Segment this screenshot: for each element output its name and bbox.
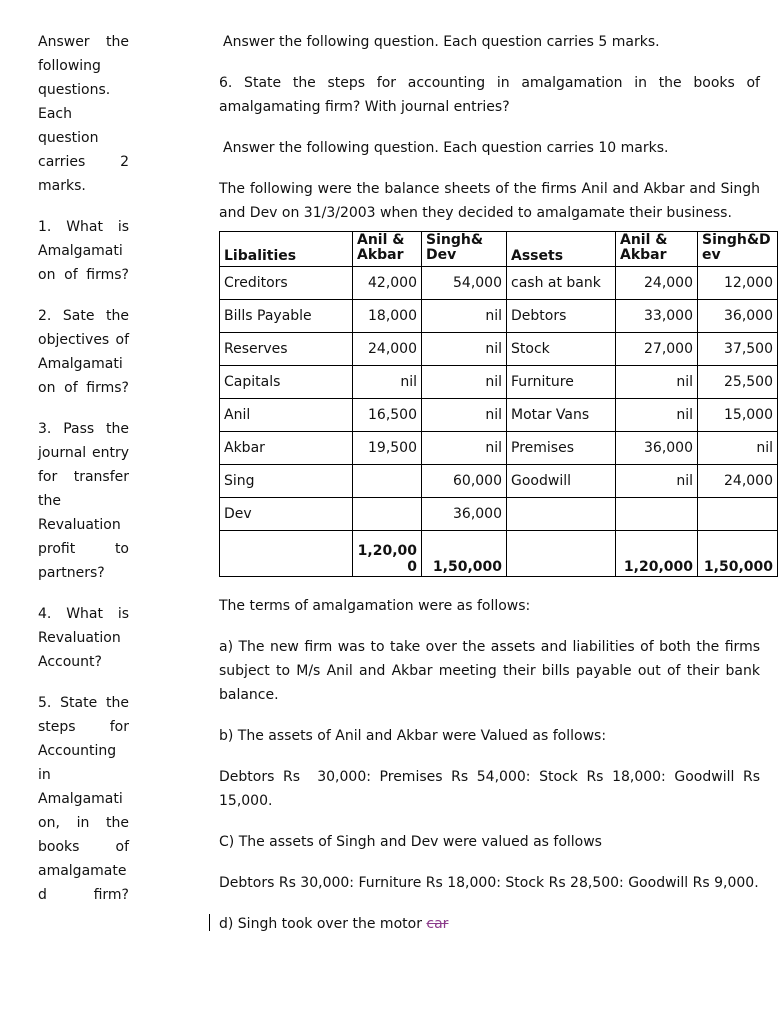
question-word: on	[38, 380, 56, 396]
question-line: Amalgamati	[38, 356, 123, 372]
table-total-row	[220, 531, 778, 577]
table-cell: nil	[422, 300, 507, 333]
table-cell	[616, 498, 698, 531]
question-word: profit	[38, 541, 76, 557]
question-word: to	[114, 541, 129, 557]
question-line	[38, 811, 129, 835]
question-line	[38, 691, 129, 715]
table-cell	[507, 498, 616, 531]
balance-sheet-intro: The following were the balance sheets of the firms Anil and Akbar and Singh and Dev on 31/3/2003 when they decided to amalgamate their business.	[219, 181, 760, 221]
table-row	[220, 366, 778, 399]
total-cell: 1,50,000	[698, 531, 778, 577]
table-cell: nil	[616, 465, 698, 498]
question-word: d	[38, 887, 47, 903]
question-line	[38, 304, 129, 328]
table-cell: Creditors	[220, 267, 353, 300]
question-word: the	[106, 815, 129, 831]
main-content	[219, 30, 779, 953]
question-word: the	[106, 308, 129, 324]
question-word: books	[38, 839, 80, 855]
question-4	[38, 602, 129, 674]
left-question-column	[38, 30, 129, 924]
term-b: b) The assets of Anil and Akbar were Valued as follows:	[219, 728, 607, 744]
table-cell: 36,000	[422, 498, 507, 531]
question-line	[38, 215, 129, 239]
table-row	[220, 333, 778, 366]
short-answer-instructions	[38, 30, 129, 198]
balance-sheet-table	[219, 231, 778, 577]
table-cell: 15,000	[698, 399, 778, 432]
header-singh-dev: Singh& Dev	[422, 232, 507, 267]
question-word: State	[60, 695, 98, 711]
question-word: is	[117, 219, 129, 235]
question-line: Account?	[38, 654, 102, 670]
question-word: in	[76, 815, 90, 831]
header-assets: Assets	[507, 232, 616, 267]
question-word: journal	[38, 445, 87, 461]
table-cell	[353, 498, 422, 531]
question-word: 4.	[38, 606, 52, 622]
question-word: 1.	[38, 219, 52, 235]
instruction-5-marks: Answer the following question. Each question carries 5 marks.	[223, 34, 660, 50]
question-line	[38, 150, 129, 174]
question-line: Accounting	[38, 743, 117, 759]
table-cell: 42,000	[353, 267, 422, 300]
term-c: C) The assets of Singh and Dev were valued as follows	[219, 834, 602, 850]
table-cell: cash at bank	[507, 267, 616, 300]
table-cell: Akbar	[220, 432, 353, 465]
question-word: entry	[91, 445, 129, 461]
question-line	[38, 883, 129, 907]
table-cell: 12,000	[698, 267, 778, 300]
table-row	[220, 498, 778, 531]
table-header-row	[220, 232, 778, 267]
text-cursor	[209, 914, 210, 931]
question-word: What	[66, 606, 103, 622]
question-word: the	[106, 421, 129, 437]
question-line: in	[38, 767, 51, 783]
table-cell: 24,000	[353, 333, 422, 366]
table-cell	[698, 498, 778, 531]
question-word: Pass	[63, 421, 95, 437]
total-cell	[507, 531, 616, 577]
table-cell: nil	[616, 399, 698, 432]
question-line: marks.	[38, 178, 86, 194]
question-line	[38, 441, 129, 465]
question-line	[38, 30, 129, 54]
term-c-values: Debtors Rs 30,000: Furniture Rs 18,000: Stock Rs 28,500: Goodwill Rs 9,000.	[219, 875, 759, 891]
header-singh-dev-assets: Singh&Dev	[698, 232, 778, 267]
question-word: for	[38, 469, 58, 485]
table-cell: 19,500	[353, 432, 422, 465]
question-line: amalgamate	[38, 863, 127, 879]
table-cell: Stock	[507, 333, 616, 366]
table-cell: 60,000	[422, 465, 507, 498]
table-cell: Debtors	[507, 300, 616, 333]
table-cell: 37,500	[698, 333, 778, 366]
question-word: 5.	[38, 695, 52, 711]
question-word: carries	[38, 154, 86, 170]
table-cell: Goodwill	[507, 465, 616, 498]
question-line: following	[38, 58, 101, 74]
table-cell: 25,500	[698, 366, 778, 399]
question-line	[38, 376, 129, 400]
question-line: question	[38, 130, 99, 146]
question-line	[38, 835, 129, 859]
question-line	[38, 417, 129, 441]
deleted-text: car	[426, 916, 449, 932]
table-row	[220, 465, 778, 498]
question-word: What	[66, 219, 103, 235]
question-word: steps	[38, 719, 76, 735]
question-line	[38, 465, 129, 489]
question-word: Sate	[62, 308, 95, 324]
question-word: the	[106, 34, 129, 50]
header-liabilities: Libalities	[220, 232, 353, 267]
table-cell: 16,500	[353, 399, 422, 432]
question-word: is	[117, 606, 129, 622]
header-anil-akbar-assets: Anil & Akbar	[616, 232, 698, 267]
term-a: a) The new firm was to take over the assets and liabilities of both the firms subject to M/s Anil and Akbar meeting their bills payable out of their bank balance.	[219, 639, 760, 703]
question-word: 3.	[38, 421, 52, 437]
table-cell: nil	[422, 432, 507, 465]
question-line: questions.	[38, 82, 111, 98]
table-cell: 36,000	[616, 432, 698, 465]
table-cell: 54,000	[422, 267, 507, 300]
table-row	[220, 267, 778, 300]
question-1	[38, 215, 129, 287]
table-cell: Bills Payable	[220, 300, 353, 333]
question-word: 2	[120, 154, 129, 170]
table-cell: nil	[698, 432, 778, 465]
question-word: of	[115, 839, 129, 855]
table-cell: Sing	[220, 465, 353, 498]
question-line: partners?	[38, 565, 105, 581]
table-cell: Premises	[507, 432, 616, 465]
table-cell: Anil	[220, 399, 353, 432]
table-row	[220, 399, 778, 432]
total-cell	[220, 531, 353, 577]
question-3	[38, 417, 129, 585]
question-line	[38, 328, 129, 352]
question-word: firm?	[93, 887, 129, 903]
question-5	[38, 691, 129, 907]
total-cell: 1,50,000	[422, 531, 507, 577]
table-cell: Furniture	[507, 366, 616, 399]
question-line: Amalgamati	[38, 243, 123, 259]
table-cell: Capitals	[220, 366, 353, 399]
table-cell: nil	[422, 399, 507, 432]
question-word: of	[64, 380, 78, 396]
table-cell: Motar Vans	[507, 399, 616, 432]
question-word: firms?	[86, 267, 129, 283]
table-cell: 27,000	[616, 333, 698, 366]
question-line	[38, 602, 129, 626]
table-cell: nil	[422, 366, 507, 399]
term-b-values: Debtors Rs 30,000: Premises Rs 54,000: Stock Rs 18,000: Goodwill Rs 15,000.	[219, 769, 765, 809]
question-word: of	[115, 332, 129, 348]
question-line	[38, 263, 129, 287]
question-word: objectives	[38, 332, 110, 348]
question-word: transfer	[73, 469, 129, 485]
term-d-text: d) Singh took over the motor	[219, 916, 427, 932]
question-word: 2.	[38, 308, 52, 324]
question-line: the	[38, 493, 61, 509]
question-6: 6. State the steps for accounting in amalgamation in the books of amalgamating firm? With journal entries?	[219, 75, 760, 115]
question-word: on	[38, 267, 56, 283]
question-line: Each	[38, 106, 72, 122]
table-row	[220, 300, 778, 333]
table-cell: 36,000	[698, 300, 778, 333]
table-cell: nil	[353, 366, 422, 399]
question-line: Revaluation	[38, 630, 121, 646]
question-word: of	[64, 267, 78, 283]
table-cell: nil	[422, 333, 507, 366]
table-cell: 18,000	[353, 300, 422, 333]
question-word: the	[106, 695, 129, 711]
table-cell: Dev	[220, 498, 353, 531]
term-d	[219, 912, 779, 936]
question-line	[38, 715, 129, 739]
total-cell: 1,20,000	[616, 531, 698, 577]
question-2	[38, 304, 129, 400]
total-cell: 1,20,000	[353, 531, 422, 577]
table-cell: 33,000	[616, 300, 698, 333]
table-cell: 24,000	[698, 465, 778, 498]
instruction-10-marks: Answer the following question. Each question carries 10 marks.	[223, 140, 669, 156]
question-line: Revaluation	[38, 517, 121, 533]
question-line: Amalgamati	[38, 791, 123, 807]
table-cell: 24,000	[616, 267, 698, 300]
question-word: for	[109, 719, 129, 735]
table-cell: Reserves	[220, 333, 353, 366]
table-cell	[353, 465, 422, 498]
table-row	[220, 432, 778, 465]
header-anil-akbar: Anil & Akbar	[353, 232, 422, 267]
table-cell: nil	[616, 366, 698, 399]
question-word: on,	[38, 815, 60, 831]
question-word: firms?	[86, 380, 129, 396]
question-line	[38, 537, 129, 561]
terms-heading: The terms of amalgamation were as follows:	[219, 598, 531, 614]
question-word: Answer	[38, 34, 90, 50]
